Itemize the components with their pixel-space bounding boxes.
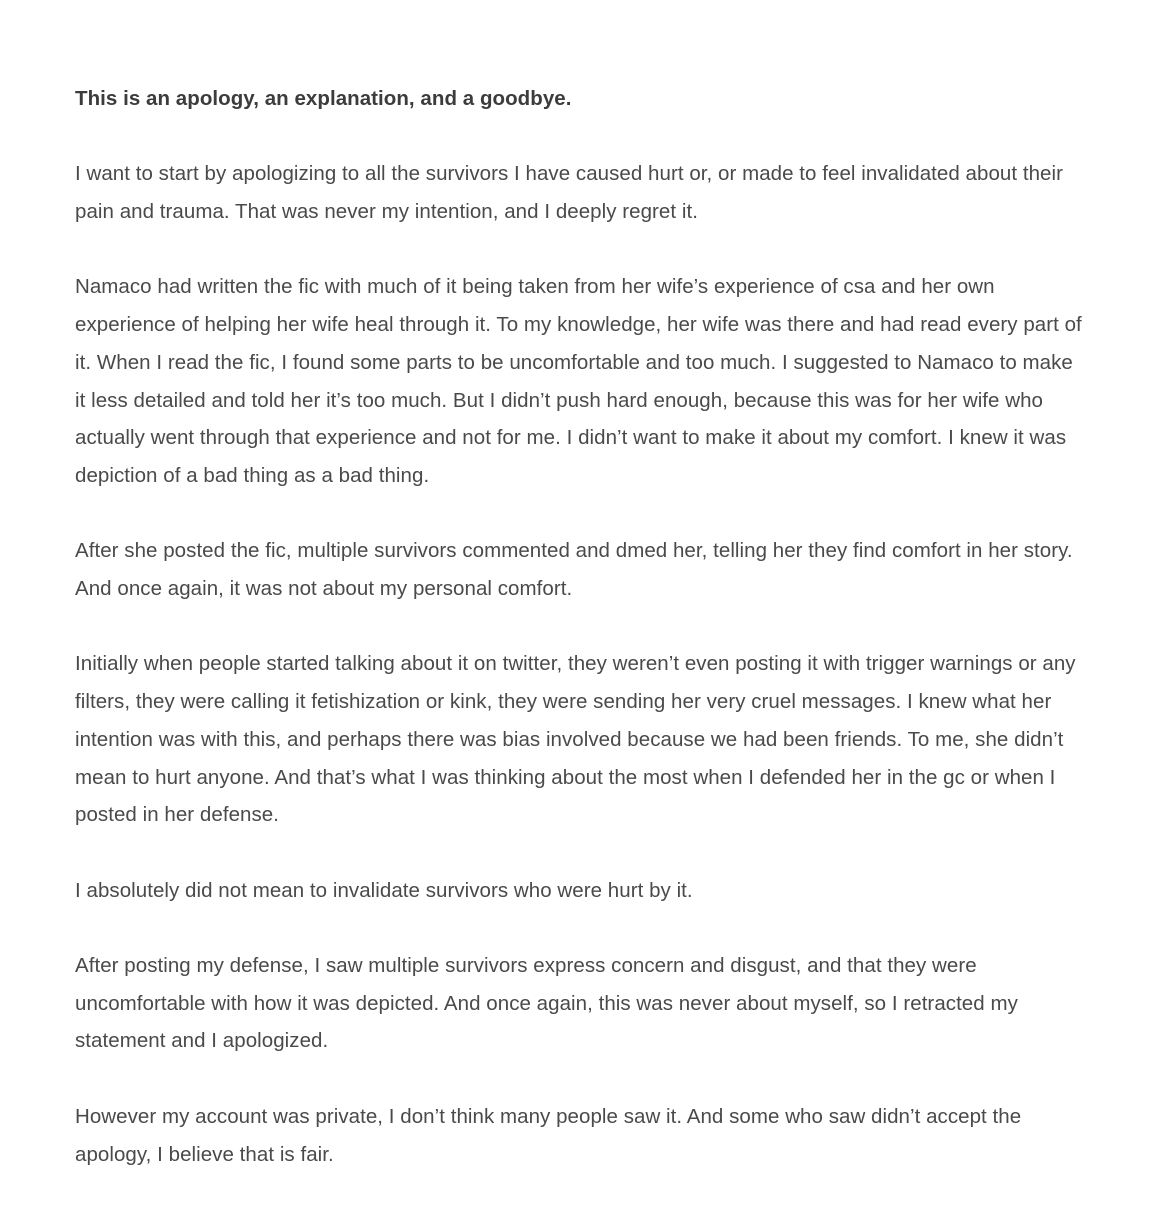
paragraph-fic-background: Namaco had written the fic with much of it being taken from her wife’s experience of csa and her own experience of helping her wife heal through it. To my knowledge, her wife was there and had read every part of it. When I read the fic, I found some parts to be uncomfortable and too much. I suggested to Namaco to make it less detailed and told her it’s too much. But I didn’t push hard enough, because this was for her wife who actually went through that experience and not for me. I didn’t want to make it about my comfort. I knew it was depiction of a bad thing as a bad thing. bbox=[75, 275, 1082, 487]
paragraph-apology: I want to start by apologizing to all the survivors I have caused hurt or, or made to feel invalidated about their pain and trauma. That was never my intention, and I deeply regret it. bbox=[75, 162, 1063, 224]
paragraph-survivor-comments: After she posted the fic, multiple survivors commented and dmed her, telling her they find comfort in her story. And once again, it was not about my personal comfort. bbox=[75, 539, 1073, 601]
document-title: This is an apology, an explanation, and a goodbye. bbox=[75, 87, 572, 110]
document-body bbox=[75, 80, 1085, 1211]
paragraph-private-account: However my account was private, I don’t think many people saw it. And some who saw didn’t accept the apology, I believe that is fair. bbox=[75, 1104, 1022, 1166]
paragraph-retraction: After posting my defense, I saw multiple survivors express concern and disgust, and that they were uncomfortable with how it was depicted. And once again, this was never about myself, so I retracted my statement and I apologized. bbox=[75, 954, 1018, 1053]
paragraph-twitter-reaction: Initially when people started talking about it on twitter, they weren’t even posting it with trigger warnings or any filters, they were calling it fetishization or kink, they were sending her very cruel messages. I knew what her intention was with this, and perhaps there was bias involved because we had been friends. To me, she didn’t mean to hurt anyone. And that’s what I was thinking about the most when I defended her in the gc or when I posted in her defense. bbox=[75, 652, 1076, 827]
paragraph-no-invalidation: I absolutely did not mean to invalidate survivors who were hurt by it. bbox=[75, 878, 693, 902]
